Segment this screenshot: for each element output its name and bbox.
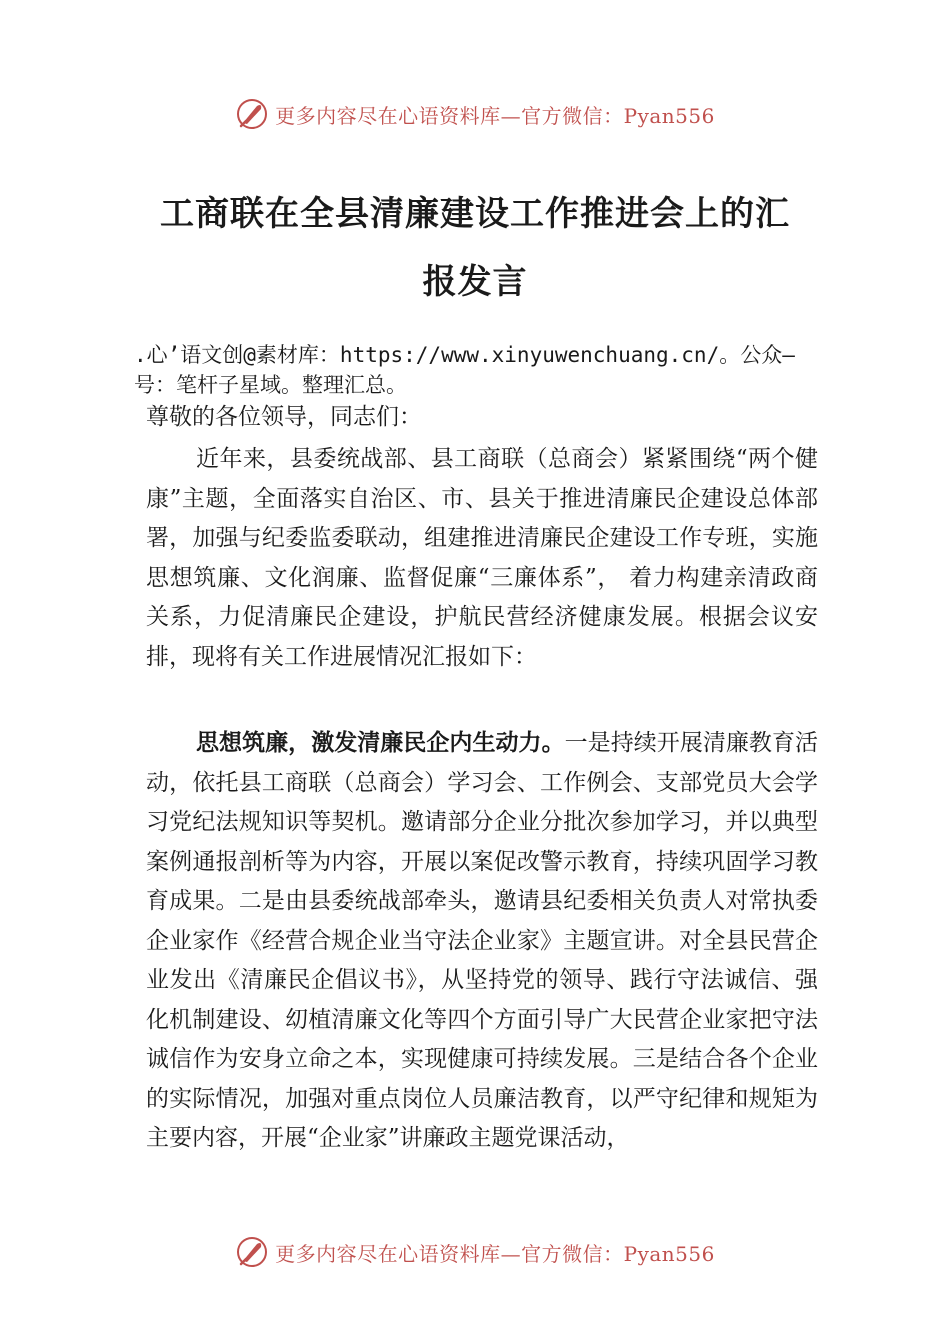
watermark-text: 更多内容尽在心语资料库—官方微信：Pyan556 <box>275 1241 715 1266</box>
salutation: 尊敬的各位领导，同志们： <box>146 404 422 430</box>
section-heading-inline: 思想筑廉，激发清廉民企内生动力。 <box>196 730 565 756</box>
paragraph-section-one <box>146 724 818 1159</box>
quill-pen-icon <box>235 97 269 131</box>
footer-watermark-banner <box>0 1232 950 1272</box>
header-watermark-banner <box>0 94 950 134</box>
paragraph-intro: 近年来，县委统战部、县工商联（总商会）紧紧围绕“两个健康”主题，全面落实自治区、市、县关于推进清廉民企建设总体部署，加强与纪委监委联动，组建推进清廉民企建设工作专班，实施思想筑廉、文化润廉、监督促廉“三廉体系”， 着力构建亲清政商关系，力促清廉民企建设，护航民营经济健康发展。根据会议安排，现将有关工作进展情况汇报如下： <box>146 446 818 670</box>
document-title: 工商联在全县清廉建设工作推进会上的汇报发言 <box>160 194 790 302</box>
watermark-text: 更多内容尽在心语资料库—官方微信：Pyan556 <box>275 103 715 128</box>
section-body-text: 一是持续开展清廉教育活动，依托县工商联（总商会）学习会、工作例会、支部党员大会学习党纪法规知识等契机。邀请部分企业分批次参加学习，并以典型案例通报剖析等为内容，开展以案促改警示教育，持续巩固学习教育成果。二是由县委统战部牵头，邀请县纪委相关负责人对常执委企业家作《经营合规企业当守法企业家》主题宣讲。对全县民营企业发出《清廉民企倡议书》，从坚持党的领导、践行守法诚信、强化机制建设、㓜植清廉文化等四个方面引导广大民营企业家把守法诚信作为安身立命之本，实现健康可持续发展。三是结合各个企业的实际情况，加强对重点岗位人员廉洁教育，以严守纪律和规矩为主要内容，开展“企业家”讲廉政主题党课活动， <box>146 730 819 1151</box>
quill-pen-icon <box>235 1235 269 1269</box>
source-line: .心’语文创@素材库：https://www.xinyuwenchuang.cn/。公众—号：笔杆子星域。整理汇总。 <box>134 343 795 397</box>
